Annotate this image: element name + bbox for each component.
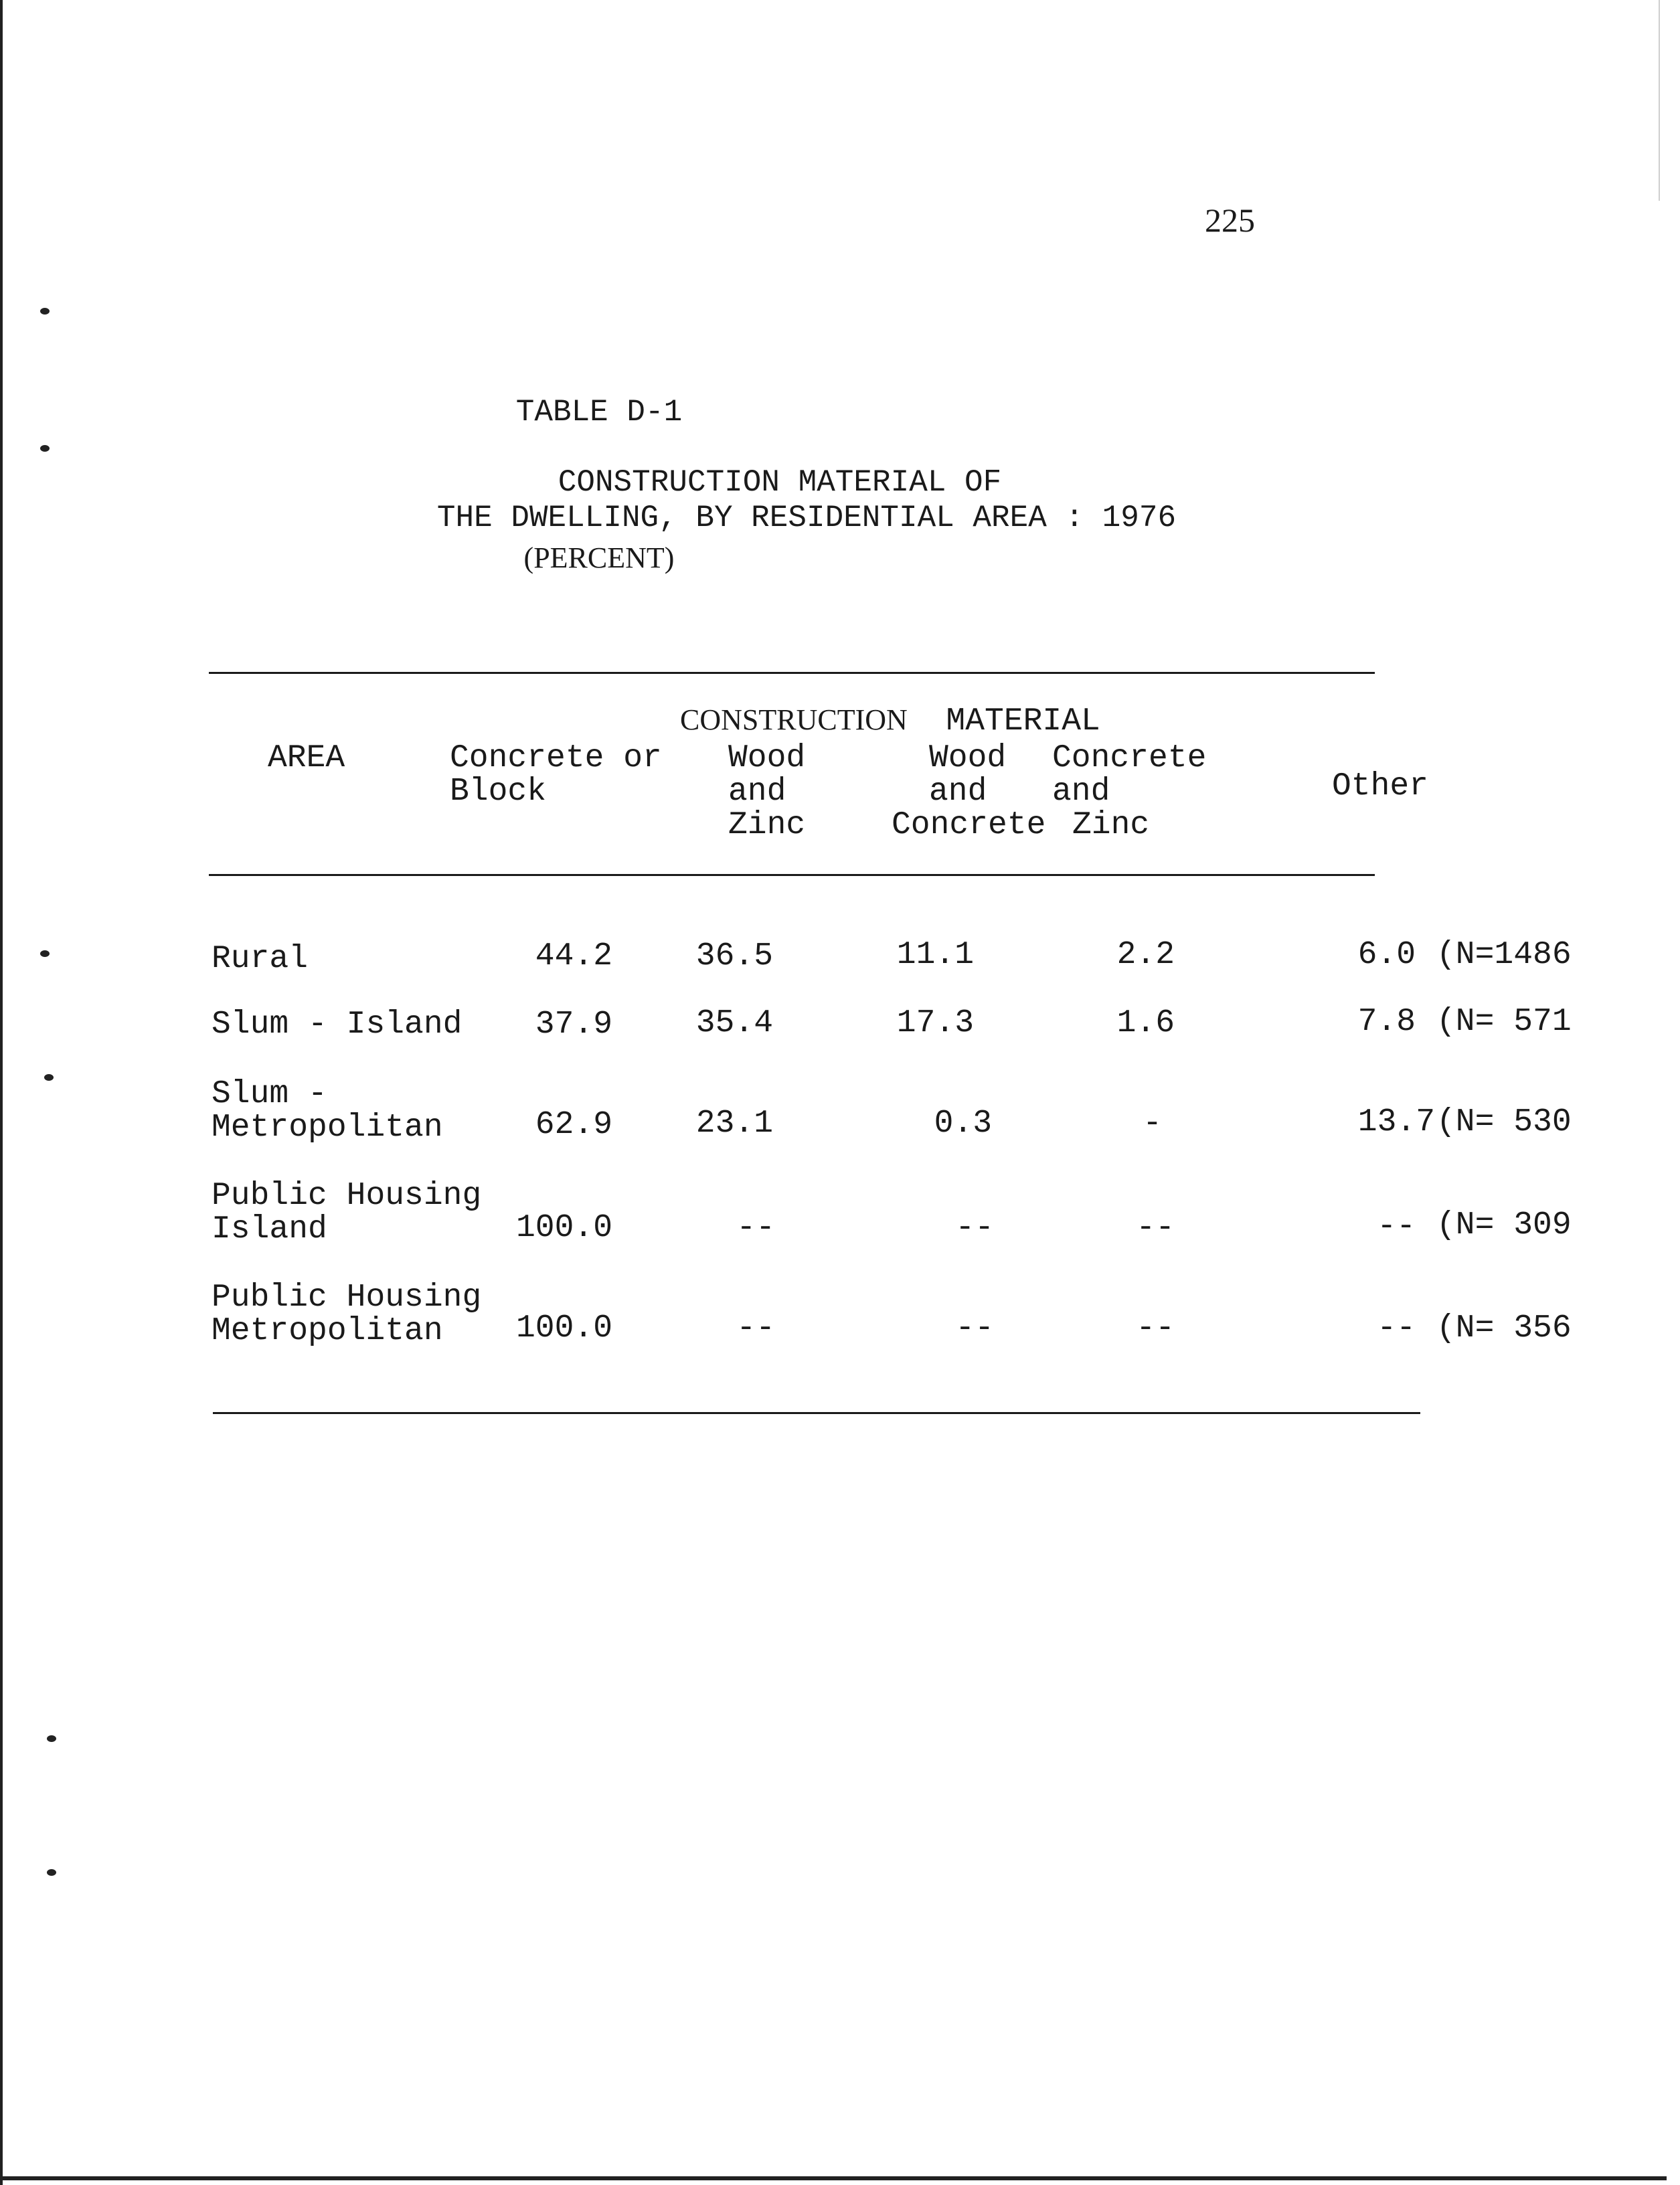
cell-other: 7.8: [1357, 1004, 1416, 1040]
column-header-wood-concrete: and: [929, 774, 987, 810]
page-edge: [0, 2176, 1667, 2180]
column-header-wood-concrete: Wood: [929, 740, 1007, 776]
cell-wood-zinc: --: [736, 1310, 775, 1346]
page-edge: [0, 0, 3, 2185]
page-edge: [1659, 0, 1660, 201]
row-area-label: Public Housing: [212, 1178, 482, 1214]
cell-wood-concrete: 11.1: [896, 937, 974, 973]
scan-speck: [44, 1074, 54, 1081]
cell-other: --: [1377, 1209, 1416, 1245]
cell-other: 6.0: [1357, 937, 1416, 973]
table-title-line1: CONSTRUCTION MATERIAL OF: [558, 465, 1002, 500]
cell-wood-concrete: --: [955, 1210, 994, 1246]
cell-other: 13.7: [1357, 1104, 1435, 1140]
cell-concrete-block: 44.2: [535, 938, 612, 974]
group-header-construction: CONSTRUCTION: [680, 703, 908, 736]
cell-wood-concrete: 17.3: [896, 1005, 974, 1041]
group-header-material: MATERIAL: [946, 703, 1100, 739]
column-header-wood-zinc: Zinc: [728, 807, 806, 843]
cell-concrete-zinc: --: [1136, 1210, 1175, 1246]
column-header-other: Other: [1332, 768, 1429, 804]
row-area-label: Slum -: [212, 1076, 327, 1112]
column-header-concrete-block: Block: [450, 774, 547, 810]
table-unit: (PERCENT): [523, 541, 675, 574]
cell-concrete-zinc: 1.6: [1116, 1005, 1175, 1041]
cell-concrete-block: 100.0: [515, 1310, 612, 1346]
column-header-wood-concrete: Concrete: [892, 807, 1046, 843]
row-area-label: Public Housing: [212, 1280, 482, 1316]
header-bottom-rule: [209, 874, 1375, 876]
scan-speck: [40, 445, 50, 452]
column-header-wood-zinc: and: [728, 774, 786, 810]
cell-sample-size: (N=1486: [1436, 937, 1572, 973]
table-title-line2: THE DWELLING, BY RESIDENTIAL AREA : 1976: [436, 501, 1177, 535]
column-header-area: AREA: [268, 740, 345, 776]
row-area-label: Slum - Island: [212, 1007, 463, 1043]
column-group-header: [680, 703, 1100, 739]
row-area-label: Metropolitan: [212, 1110, 443, 1146]
cell-wood-zinc: --: [736, 1210, 775, 1246]
row-area-label: Island: [212, 1211, 327, 1247]
cell-sample-size: (N= 530: [1436, 1104, 1572, 1140]
cell-concrete-block: 100.0: [515, 1210, 612, 1246]
column-header-concrete-zinc: Zinc: [1072, 807, 1150, 843]
scan-speck: [47, 1735, 56, 1742]
cell-wood-zinc: 35.4: [695, 1005, 773, 1041]
table-top-rule: [209, 672, 1375, 674]
cell-wood-concrete: 0.3: [934, 1106, 992, 1142]
cell-concrete-block: 37.9: [535, 1007, 612, 1043]
scan-speck: [40, 950, 50, 957]
table-label: TABLE D-1: [515, 395, 683, 430]
row-area-label: Metropolitan: [212, 1313, 443, 1349]
page-number: 225: [1205, 201, 1255, 239]
table-bottom-rule: [213, 1412, 1420, 1414]
column-header-concrete-block: Concrete or: [450, 740, 662, 776]
cell-concrete-block: 62.9: [535, 1107, 612, 1143]
cell-sample-size: (N= 356: [1436, 1310, 1572, 1346]
row-area-label: Rural: [212, 941, 309, 977]
cell-wood-concrete: --: [955, 1310, 994, 1346]
cell-other: --: [1377, 1310, 1416, 1346]
scan-speck: [47, 1869, 56, 1876]
scan-speck: [40, 308, 50, 315]
cell-sample-size: (N= 309: [1436, 1207, 1572, 1243]
cell-wood-zinc: 23.1: [695, 1106, 773, 1142]
cell-concrete-zinc: 2.2: [1116, 937, 1175, 973]
column-header-concrete-zinc: and: [1052, 774, 1110, 810]
cell-concrete-zinc: --: [1136, 1310, 1175, 1346]
cell-concrete-zinc: -: [1143, 1106, 1162, 1142]
cell-wood-zinc: 36.5: [695, 938, 773, 974]
column-header-wood-zinc: Wood: [728, 740, 806, 776]
column-header-concrete-zinc: Concrete: [1052, 740, 1207, 776]
cell-sample-size: (N= 571: [1436, 1004, 1572, 1040]
